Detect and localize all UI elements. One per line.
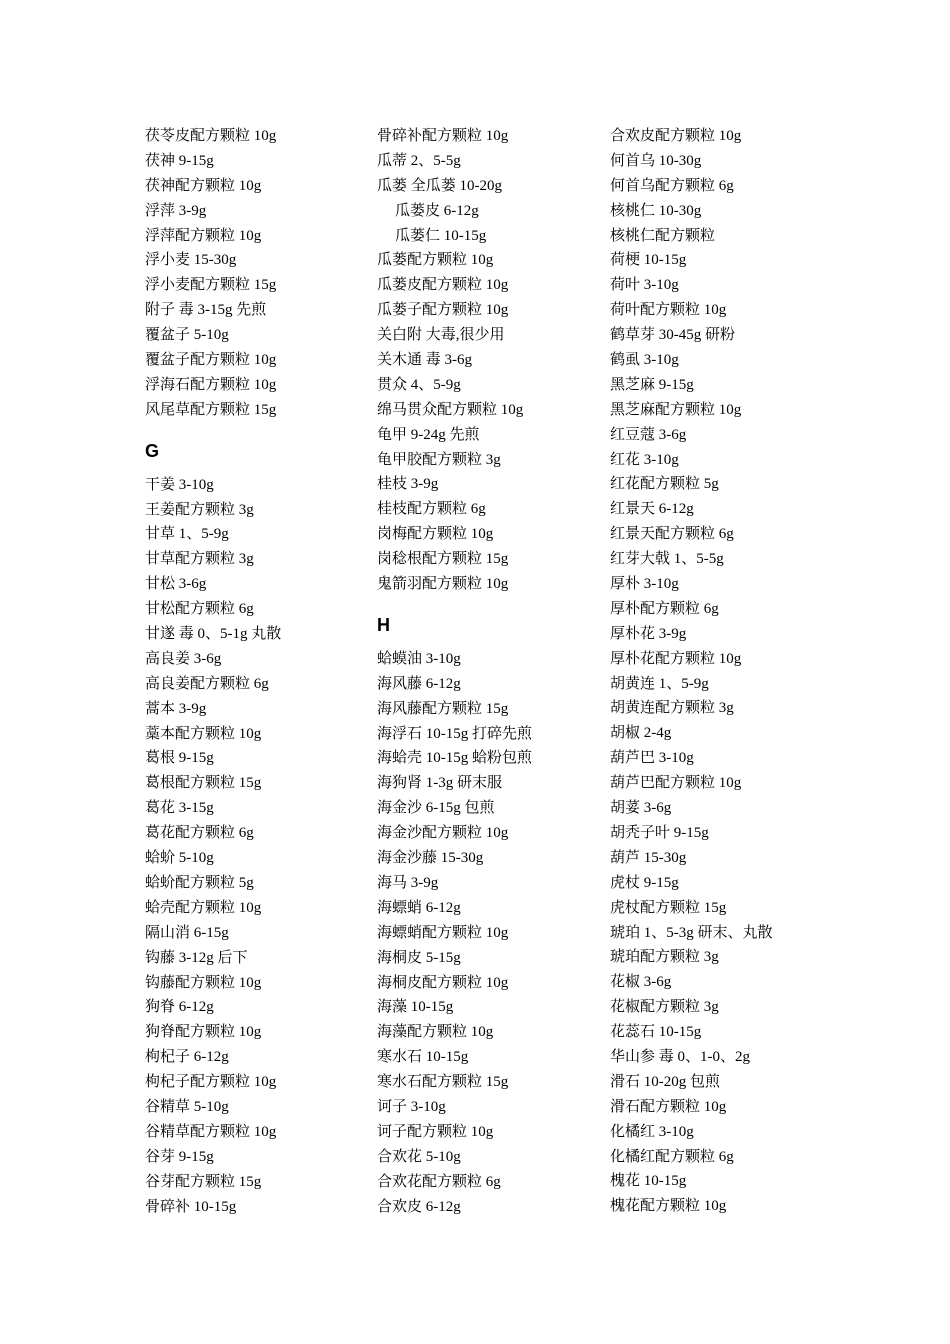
herb-entry: 海金沙配方颗粒 10g [377, 825, 509, 842]
herb-entry: 瓜蒂 2、5-5g [377, 152, 461, 169]
herb-entry: 钩藤配方颗粒 10g [145, 974, 262, 991]
herb-entry: 茯苓皮配方颗粒 10g [145, 128, 277, 144]
herb-entry: 化橘红配方颗粒 6g [610, 1148, 734, 1165]
herb-entry: 关白附 大毒,很少用 [377, 327, 505, 344]
herb-entry: 骨碎补配方颗粒 10g [377, 128, 509, 144]
herb-entry: 岗梅配方颗粒 10g [377, 526, 494, 543]
herb-entry: 谷精草 5-10g [145, 1098, 229, 1115]
herb-entry: 红豆蔻 3-6g [610, 426, 687, 443]
herb-entry: 蛤蚧 5-10g [145, 850, 214, 867]
herb-entry: 海桐皮 5-15g [377, 949, 461, 966]
herb-entry: 茯神 9-15g [145, 152, 214, 169]
herb-entry: 海浮石 10-15g 打碎先煎 [377, 725, 532, 742]
herb-entry: 琥珀配方颗粒 3g [610, 949, 719, 966]
herb-entry: 滑石配方颗粒 10g [610, 1098, 727, 1115]
herb-entry: 胡荽 3-6g [610, 800, 672, 817]
herb-entry: 核桃仁 10-30g [610, 202, 702, 219]
herb-entry: 浮小麦 15-30g [145, 252, 237, 269]
herb-entry: 荷叶 3-10g [610, 277, 679, 294]
herb-entry: 蛤蚧配方颗粒 5g [145, 874, 254, 891]
herb-entry: 花蕊石 10-15g [610, 1024, 702, 1041]
herb-entry: 胡秃子叶 9-15g [610, 824, 709, 841]
herb-entry: 海狗肾 1-3g 研末服 [377, 775, 502, 792]
herb-entry: 浮萍 3-9g [145, 202, 207, 219]
herb-entry: 瓜蒌 全瓜蒌 10-20g [377, 177, 502, 194]
herb-entry: 胡黄连配方颗粒 3g [610, 700, 734, 717]
herb-entry: 甘松 3-6g [145, 576, 207, 593]
herb-entry: 何首乌配方颗粒 6g [610, 177, 734, 194]
herb-entry: 红花 3-10g [610, 451, 679, 468]
herb-entry: 海蛤壳 10-15g 蛤粉包煎 [377, 750, 532, 767]
herb-entry: 桂枝配方颗粒 6g [377, 501, 486, 518]
herb-entry: 葛根 9-15g [145, 750, 214, 767]
herb-entry: 葫芦巴配方颗粒 10g [610, 775, 742, 792]
herb-entry: 风尾草配方颗粒 15g [145, 401, 277, 418]
herb-entry: 岗稔根配方颗粒 15g [377, 551, 509, 568]
herb-entry: 虎杖配方颗粒 15g [610, 899, 727, 916]
herb-entry: 葛花 3-15g [145, 800, 214, 817]
herb-entry: 鹤草芽 30-45g 研粉 [610, 327, 735, 344]
herb-entry: 鬼箭羽配方颗粒 10g [377, 576, 509, 593]
herb-entry: 核桃仁配方颗粒 [610, 227, 716, 244]
herb-entry: 葛根配方颗粒 15g [145, 775, 262, 792]
herb-entry: 覆盆子配方颗粒 10g [145, 352, 277, 369]
herb-entry: 海金沙藤 15-30g [377, 850, 484, 867]
herb-entry: 高良姜 3-6g [145, 650, 222, 667]
herb-entry: 厚朴花配方颗粒 10g [610, 650, 742, 667]
herb-entry: 谷精草配方颗粒 10g [145, 1123, 277, 1140]
herb-entry: 桂枝 3-9g [377, 476, 439, 493]
herb-entry: 合欢花配方颗粒 6g [377, 1173, 501, 1190]
herb-entry: 钩藤 3-12g 后下 [145, 949, 248, 966]
herb-entry: 甘遂 毒 0、5-1g 丸散 [145, 626, 282, 643]
herb-entry: 荷梗 10-15g [610, 252, 687, 269]
herb-entry: 厚朴配方颗粒 6g [610, 600, 719, 617]
herb-entry: 高良姜配方颗粒 6g [145, 675, 269, 692]
herb-entry: 甘草配方颗粒 3g [145, 551, 254, 568]
herb-entry: 蛤蟆油 3-10g [377, 650, 461, 667]
herb-entry: 隔山消 6-15g [145, 924, 229, 941]
herb-entry: 合欢花 5-10g [377, 1148, 461, 1165]
herb-entry: 浮海石配方颗粒 10g [145, 376, 277, 393]
herb-entry: 红芽大戟 1、5-5g [610, 551, 724, 568]
herb-entry: 绵马贯众配方颗粒 10g [377, 401, 524, 418]
herb-entry: 诃子 3-10g [377, 1098, 446, 1115]
herb-entry: 蒿本 3-9g [145, 700, 207, 717]
herb-entry: 枸杞子配方颗粒 10g [145, 1074, 277, 1091]
herb-entry: 骨碎补 10-15g [145, 1198, 237, 1215]
herb-entry: 花椒 3-6g [610, 974, 672, 991]
herb-entry: 海风藤配方颗粒 15g [377, 700, 509, 717]
herb-entry: 覆盆子 5-10g [145, 327, 229, 344]
herb-entry: 红景天 6-12g [610, 501, 694, 518]
herb-entry: 谷芽配方颗粒 15g [145, 1173, 262, 1190]
herb-entry: 附子 毒 3-15g 先煎 [145, 302, 267, 319]
herb-entry: 葫芦巴 3-10g [610, 750, 694, 767]
herb-entry: 华山参 毒 0、1-0、2g [610, 1048, 750, 1065]
herb-entry: 厚朴花 3-9g [610, 625, 687, 642]
herb-entry: 甘草 1、5-9g [145, 526, 229, 543]
herb-entry: 虎杖 9-15g [610, 874, 679, 891]
herb-entry: 谷芽 9-15g [145, 1148, 214, 1165]
herb-entry: 龟甲胶配方颗粒 3g [377, 451, 501, 468]
herb-entry: 红景天配方颗粒 6g [610, 526, 734, 543]
herb-entry: 海螵蛸配方颗粒 10g [377, 924, 509, 941]
herb-entry: 寒水石配方颗粒 15g [377, 1074, 509, 1091]
section-heading: G [145, 440, 160, 461]
herb-entry: 槐花配方颗粒 10g [610, 1198, 727, 1215]
herb-entry: 海藻 10-15g [377, 999, 454, 1016]
herb-entry: 甘松配方颗粒 6g [145, 601, 254, 618]
herb-entry: 贯众 4、5-9g [377, 376, 461, 393]
herb-entry: 合欢皮 6-12g [377, 1198, 461, 1215]
herb-entry: 海风藤 6-12g [377, 675, 461, 692]
herb-entry: 葛花配方颗粒 6g [145, 825, 254, 842]
herb-entry: 枸杞子 6-12g [145, 1049, 229, 1066]
herb-entry: 胡椒 2-4g [610, 725, 672, 742]
herb-entry: 藁本配方颗粒 10g [145, 725, 262, 742]
column-2 [377, 124, 602, 1219]
herb-entry: 瓜蒌仁 10-15g [395, 227, 487, 244]
herb-entry: 海金沙 6-15g 包煎 [377, 800, 495, 817]
herb-entry: 干姜 3-10g [145, 476, 214, 493]
herb-entry: 槐花 10-15g [610, 1173, 687, 1190]
herb-entry: 何首乌 10-30g [610, 152, 702, 169]
herb-entry: 花椒配方颗粒 3g [610, 999, 719, 1016]
herb-entry: 荷叶配方颗粒 10g [610, 302, 727, 319]
herb-entry: 黑芝麻 9-15g [610, 376, 694, 393]
herb-entry: 狗脊 6-12g [145, 999, 214, 1016]
herb-entry: 诃子配方颗粒 10g [377, 1123, 494, 1140]
herb-entry: 瓜蒌皮 6-12g [395, 202, 479, 219]
column-3 [610, 124, 835, 1219]
herb-entry: 龟甲 9-24g 先煎 [377, 426, 480, 443]
herb-entry: 浮小麦配方颗粒 15g [145, 277, 277, 294]
herb-entry: 关木通 毒 3-6g [377, 352, 472, 369]
herb-entry: 海螵蛸 6-12g [377, 899, 461, 916]
herb-entry: 化橘红 3-10g [610, 1123, 694, 1140]
herb-entry: 厚朴 3-10g [610, 576, 679, 593]
herb-entry: 海马 3-9g [377, 874, 439, 891]
column-1 [145, 124, 370, 1219]
herb-entry: 瓜蒌皮配方颗粒 10g [377, 277, 509, 294]
herb-entry: 鹤虱 3-10g [610, 352, 679, 369]
herb-entry: 寒水石 10-15g [377, 1049, 469, 1066]
herb-entry: 滑石 10-20g 包煎 [610, 1073, 720, 1090]
herb-entry: 狗脊配方颗粒 10g [145, 1024, 262, 1041]
herb-entry: 胡黄连 1、5-9g [610, 675, 709, 692]
herb-entry: 海藻配方颗粒 10g [377, 1024, 494, 1041]
herb-entry: 合欢皮配方颗粒 10g [610, 128, 742, 144]
section-heading: H [377, 614, 390, 635]
herb-entry: 琥珀 1、5-3g 研末、丸散 [610, 924, 773, 941]
herb-entry: 海桐皮配方颗粒 10g [377, 974, 509, 991]
herb-entry: 瓜蒌配方颗粒 10g [377, 252, 494, 269]
herb-entry: 红花配方颗粒 5g [610, 476, 719, 493]
herb-entry: 葫芦 15-30g [610, 849, 687, 866]
herb-entry: 茯神配方颗粒 10g [145, 177, 262, 194]
herb-entry: 浮萍配方颗粒 10g [145, 227, 262, 244]
herb-entry: 黑芝麻配方颗粒 10g [610, 401, 742, 418]
herb-entry: 瓜蒌子配方颗粒 10g [377, 302, 509, 319]
herb-entry: 蛤壳配方颗粒 10g [145, 899, 262, 916]
herb-entry: 王姜配方颗粒 3g [145, 501, 254, 518]
